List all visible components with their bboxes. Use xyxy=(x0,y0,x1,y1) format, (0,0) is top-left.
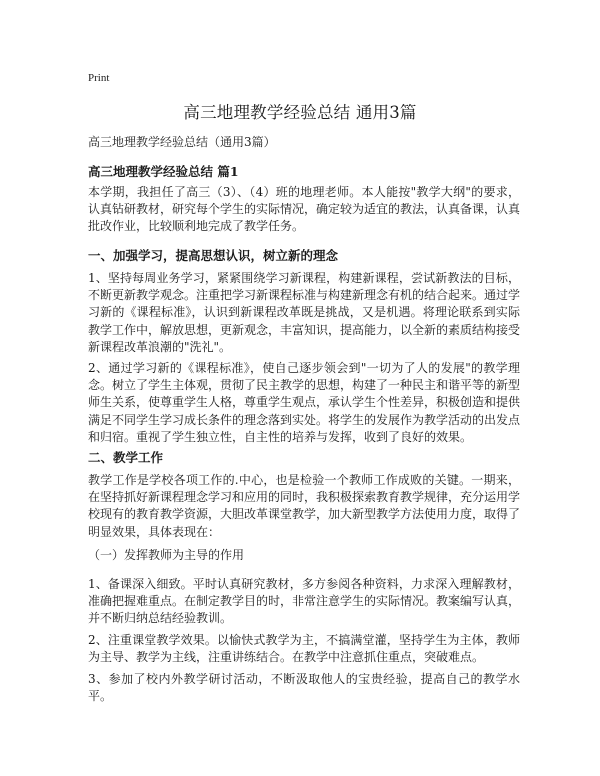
paragraph-2: 2、通过学习新的《课程标准》，使自己逐步领会到"一切为了人的发展"的教学理念。树立了学生主体观，贯彻了民主教学的思想，构建了一种民主和谐平等的新型师生关系，使尊重学生人格，尊重学生观点，承认学生个性差异，积极创造和提供满足不同学生学习成长条件的理念落到实处。将学生的发展作为教学活动的出发点和归宿。重视了学生独立性，自主性的培养与发挥，收到了良好的效果。 xyxy=(88,361,521,444)
intro-paragraph: 本学期，我担任了高三（3）、（4）班的地理老师。本人能按"教学大纲"的要求，认真钻研教材，研究每个学生的实际情况，确定较为适宜的教法，认真备课，认真批改作业，比较顺利地完成了教学任务。 xyxy=(88,185,521,234)
subheading-teacher-role: （一）发挥教师为主导的作用 xyxy=(88,548,245,562)
paragraph-4: 1、备课深入细致。平时认真研究教材，多方参阅各种资料，力求深入理解教材，准确把握难重点。在制定教学目的时，非常注意学生的实际情况。教案编写认真，并不断归纳总结经验教训。 xyxy=(88,577,521,626)
paragraph-3: 教学工作是学校各项工作的.中心，也是检验一个教师工作成败的关键。一期来，在坚持抓好新课程理念学习和应用的同时，我积极探索教育教学规律，充分运用学校现有的教育教学资源，大胆改革课堂教学，加大新型教学方法使用力度，取得了明显效果，具体表现在： xyxy=(88,473,521,539)
heading-teaching-work: 二、教学工作 xyxy=(88,450,164,465)
section-heading: 高三地理教学经验总结 篇1 xyxy=(88,164,239,179)
paragraph-5: 2、注重课堂教学效果。以愉快式教学为主，不搞满堂灌，坚持学生为主体，教师为主导、教学为主线，注重讲练结合。在教学中注意抓住重点，突破难点。 xyxy=(88,633,520,665)
page-title: 高三地理教学经验总结 通用3篇 xyxy=(183,103,417,122)
document-subtitle: 高三地理教学经验总结（通用3篇） xyxy=(88,135,276,149)
print-link[interactable]: Print xyxy=(88,72,110,84)
paragraph-6: 3、参加了校内外教学研讨活动，不断汲取他人的宝贵经验，提高自己的教学水平。 xyxy=(88,672,520,704)
paragraph-1: 1、坚持每周业务学习，紧紧围绕学习新课程，构建新课程，尝试新教法的目标，不断更新教学观念。注重把学习新课程标准与构建新理念有机的结合起来。通过学习新的《课程标准》，认识到新课程改革既是挑战，又是机遇。将理论联系到实际教学工作中，解放思想，更新观念，丰富知识，提高能力，以全新的素质结构接受新课程改革浪潮的"洗礼"。 xyxy=(88,271,521,354)
heading-study: 一、加强学习，提高思想认识，树立新的理念 xyxy=(88,248,339,263)
